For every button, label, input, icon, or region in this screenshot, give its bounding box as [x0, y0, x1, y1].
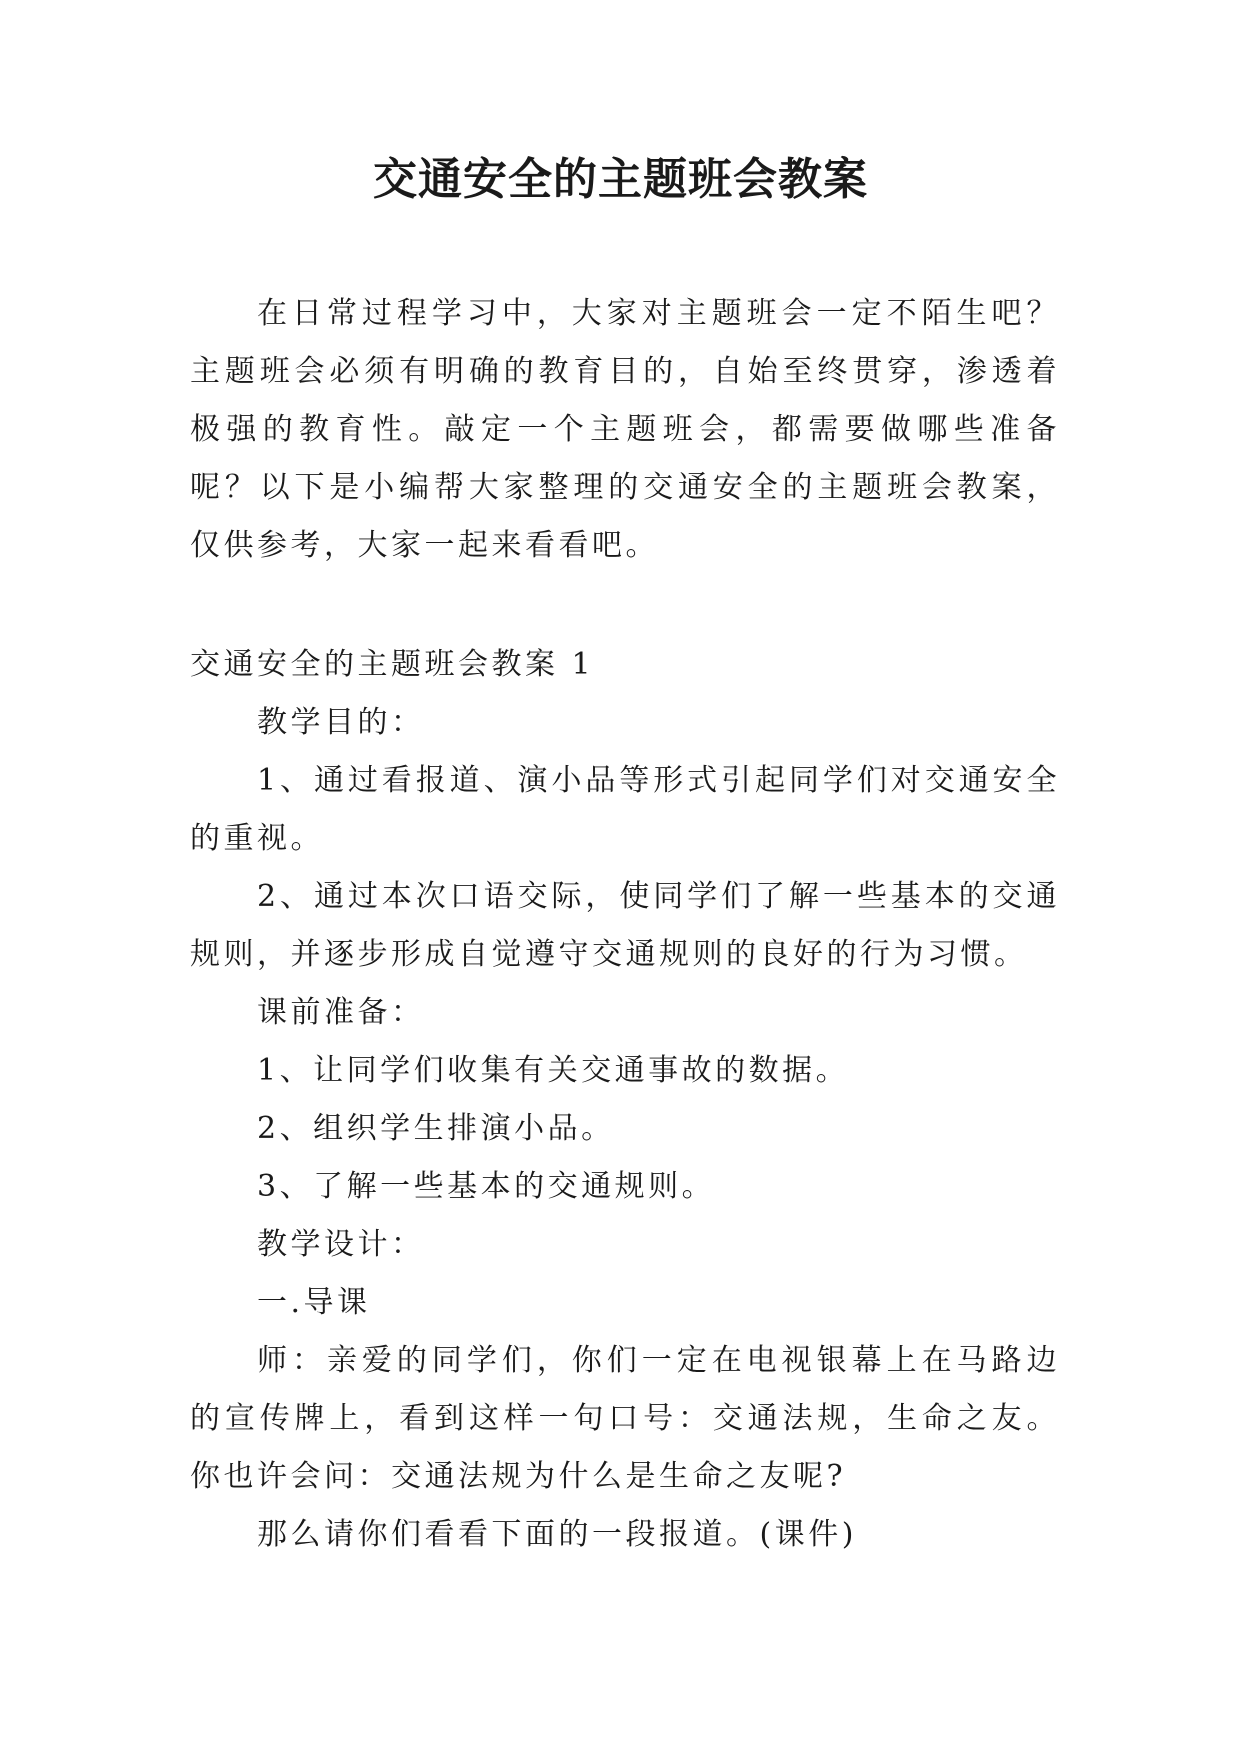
goal-item-1: 1、通过看报道、演小品等形式引起同学们对交通安全的重视。: [190, 763, 1060, 856]
design-label: 教学设计：: [257, 1227, 425, 1262]
preparation-item-1: 1、让同学们收集有关交通事故的数据。: [257, 1053, 850, 1088]
lesson-plan-section: [190, 636, 1060, 1564]
preparation-item-3: 3、了解一些基本的交通规则。: [257, 1169, 716, 1204]
teaching-goal-label: 教学目的：: [257, 705, 425, 740]
goal-item-2: 2、通过本次口语交际，使同学们了解一些基本的交通规则，并逐步形成自觉遵守交通规则的良好的行为习惯。: [190, 879, 1060, 972]
preparation-item-2: 2、组织学生排演小品。: [257, 1111, 615, 1146]
preparation-label: 课前准备：: [257, 995, 425, 1030]
report-intro: 那么请你们看看下面的一段报道。(课件): [257, 1517, 857, 1552]
teacher-speech: 师：亲爱的同学们，你们一定在电视银幕上在马路边的宣传牌上，看到这样一句口号：交通法规，生命之友。你也许会问：交通法规为什么是生命之友呢?: [190, 1343, 1060, 1494]
section-heading: 交通安全的主题班会教案 1: [190, 647, 595, 682]
document-title: 交通安全的主题班会教案: [373, 154, 868, 205]
lead-in-heading: 一.导课: [257, 1285, 371, 1320]
intro-paragraph: 在日常过程学习中，大家对主题班会一定不陌生吧？主题班会必须有明确的教育目的，自始至终贯穿，渗透着极强的教育性。敲定一个主题班会，都需要做哪些准备呢？以下是小编帮大家整理的交通安全的主题班会教案，仅供参考，大家一起来看看吧。: [190, 296, 1060, 563]
